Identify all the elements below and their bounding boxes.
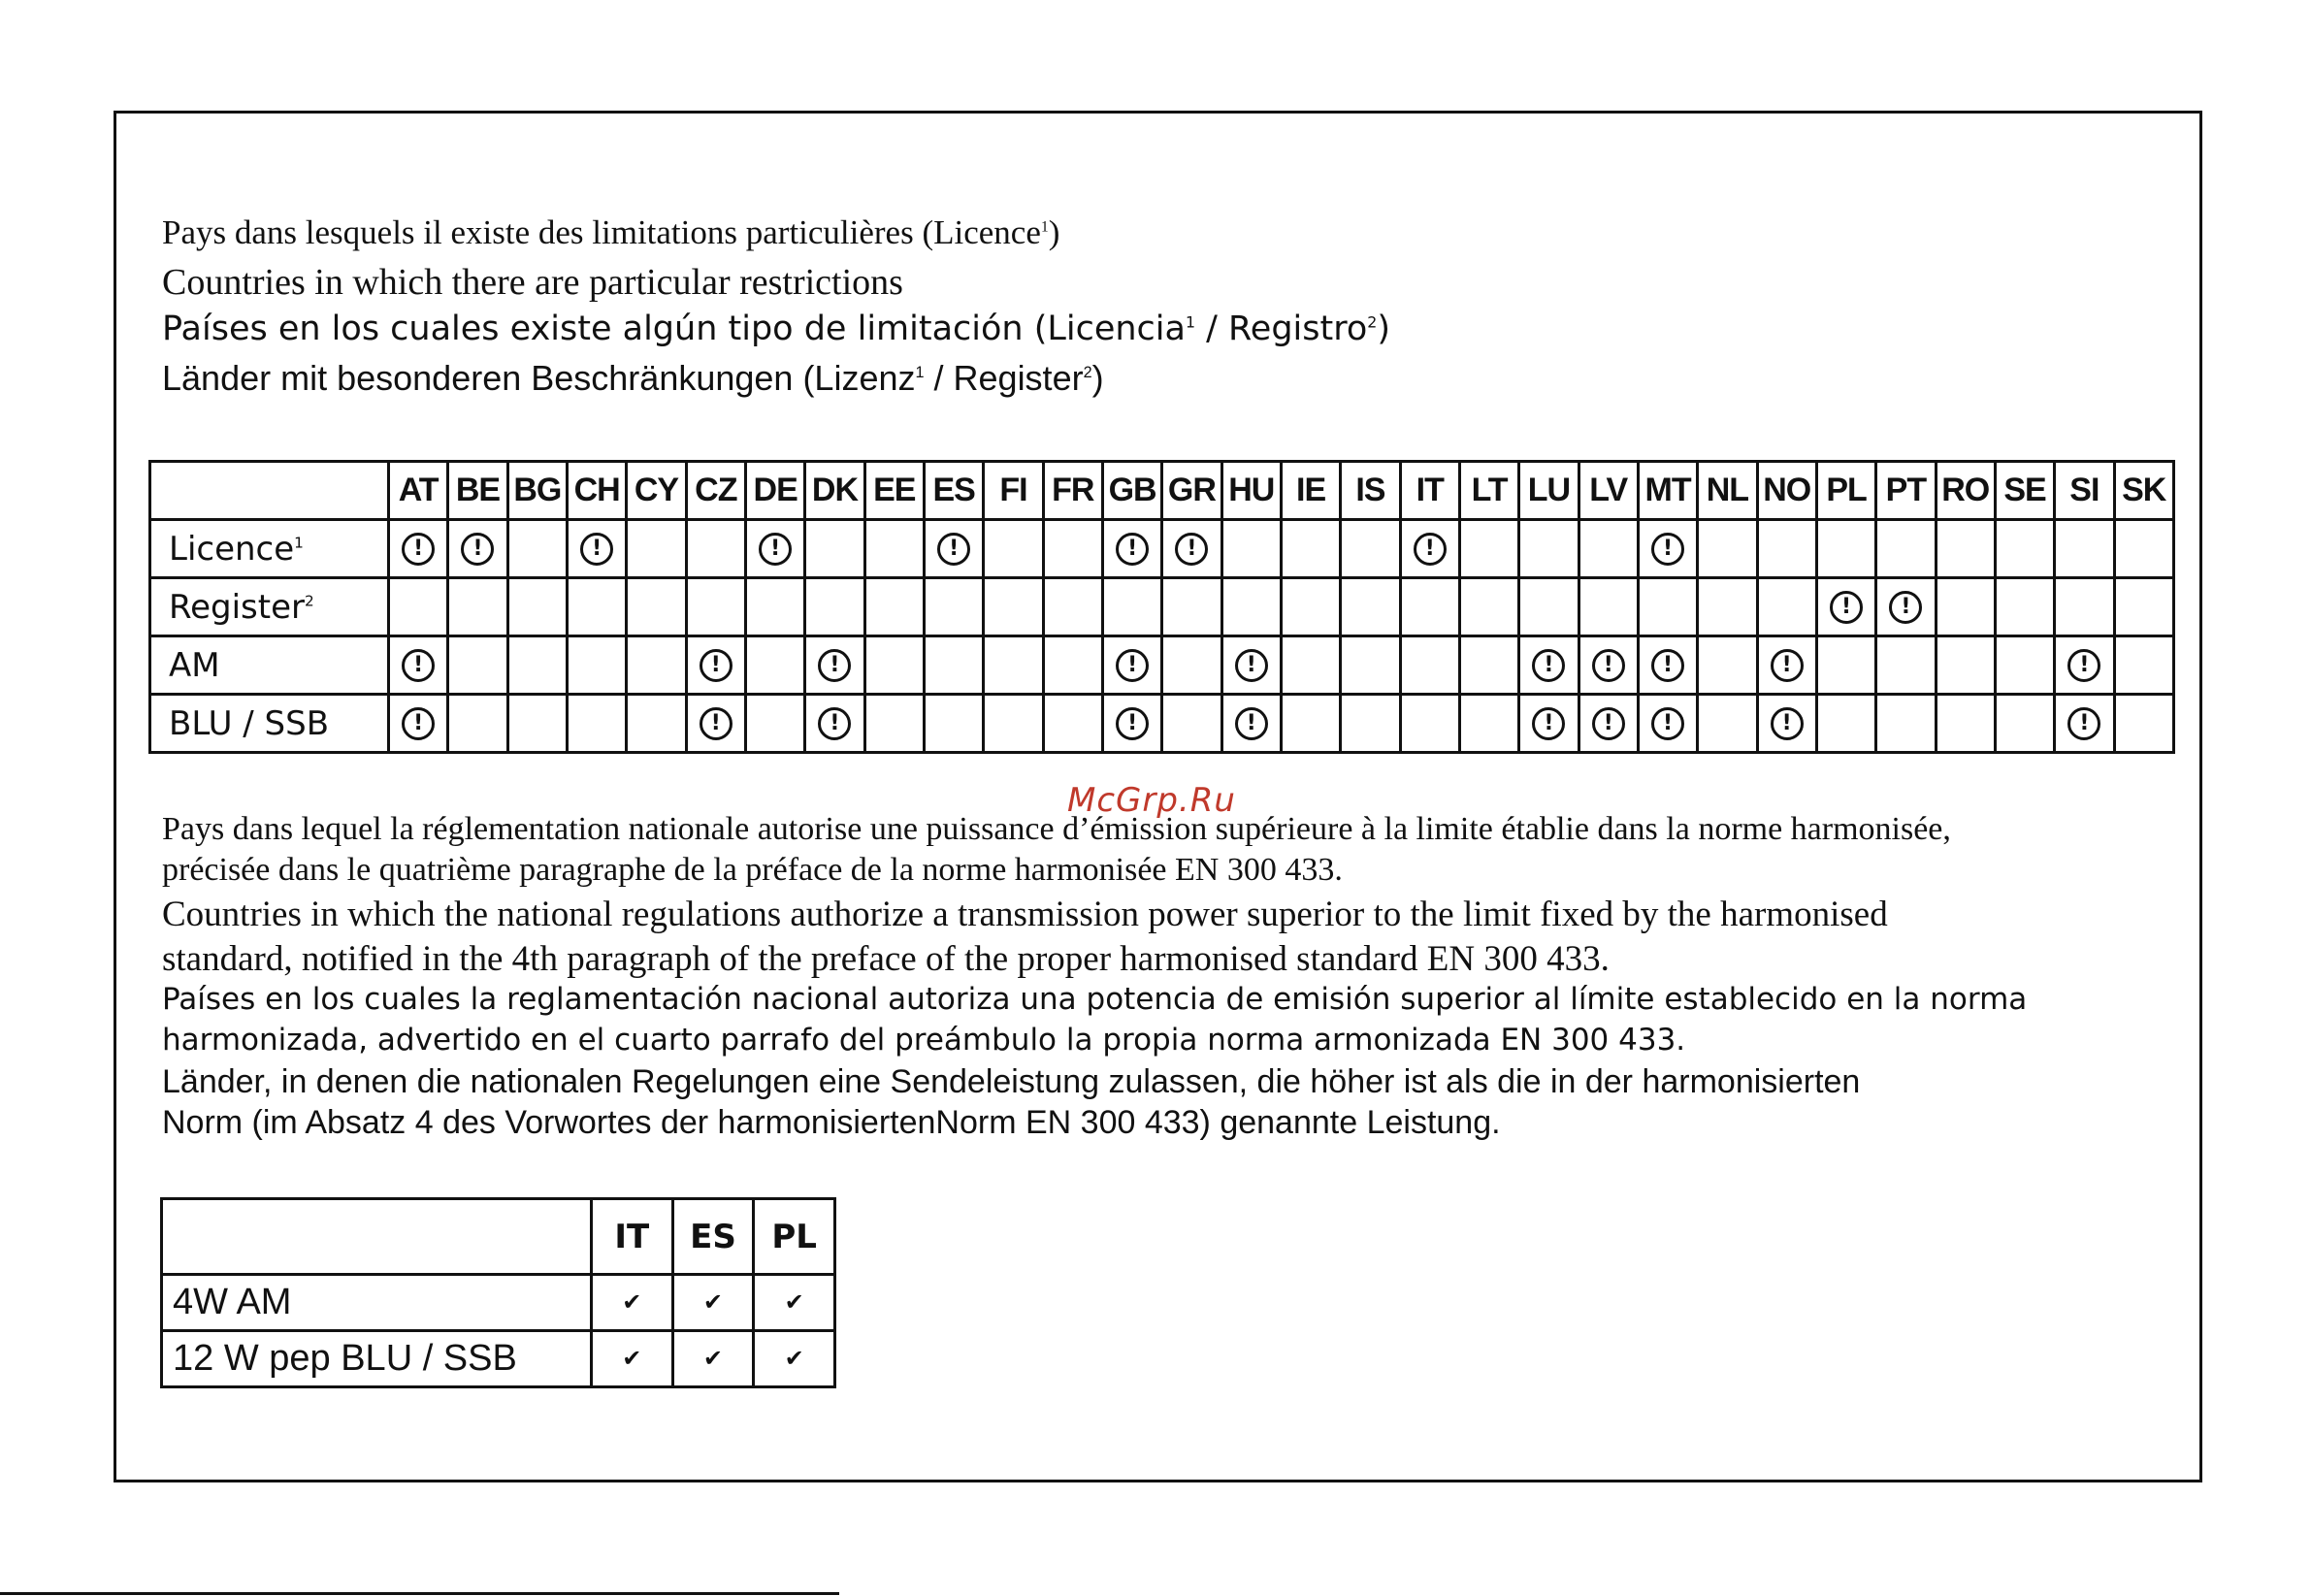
country-header-at: AT [389,462,448,520]
country-header-es: ES [924,462,983,520]
cell-dk [805,520,864,578]
country-header-ro: RO [1936,462,1995,520]
cell-bg [507,520,567,578]
cell-ie [1281,520,1340,578]
exclamation-icon: ! [1235,707,1268,740]
cell-pl [1816,636,1875,695]
cell-es [924,695,983,753]
cell-de [745,578,804,636]
country-header-pt: PT [1876,462,1936,520]
heading-de [162,358,1104,398]
cell-es [924,578,983,636]
exclamation-icon: ! [1116,707,1149,740]
cell-cy [627,520,686,578]
paragraph-en-line2: standard, notified in the 4th paragraph of the preface of the proper harmonised standard EN 300 433. [162,939,1610,979]
cell-no [1757,520,1816,578]
row-label-text: BLU / SSB [169,703,330,743]
country-header-se: SE [1995,462,2054,520]
table-row [162,1275,835,1331]
country-header-bg: BG [507,462,567,520]
footer-rule [0,1592,839,1595]
cell-it [1400,578,1459,636]
cell-fr [1043,578,1102,636]
table-row [150,636,2174,695]
cell-ie [1281,695,1340,753]
table-row [162,1331,835,1387]
table-row [150,695,2174,753]
restrictions-header-row [150,462,2174,520]
cell-ch [567,695,626,753]
exclamation-icon: ! [461,533,494,566]
heading-fr-text: Pays dans lesquels il existe des limitations particulières (Licence [162,213,1041,251]
cell-es [924,520,983,578]
country-header-hu: HU [1221,462,1281,520]
cell-nl [1698,695,1757,753]
cell-lv [1579,520,1638,578]
cell-de [745,636,804,695]
exclamation-icon: ! [1532,707,1565,740]
cell-sk [2114,695,2173,753]
header-corner [162,1199,592,1275]
cell-es [924,636,983,695]
cell-fr [1043,695,1102,753]
cell-pl [1816,695,1875,753]
cell-fi [984,578,1043,636]
cell-ee [864,636,924,695]
checkmark-icon: ✔ [702,1345,724,1372]
cell-hu [1221,636,1281,695]
cell-it [1400,695,1459,753]
exclamation-icon: ! [1651,533,1684,566]
heading-es [162,309,1390,348]
cell-ch [567,636,626,695]
cell-ie [1281,636,1340,695]
cell-es [672,1275,754,1331]
cell-is [1341,578,1400,636]
cell-si [2055,695,2114,753]
exclamation-icon: ! [1771,707,1804,740]
cell-at [389,695,448,753]
cell-no [1757,636,1816,695]
cell-si [2055,520,2114,578]
country-header-mt: MT [1638,462,1697,520]
country-header-gb: GB [1102,462,1161,520]
cell-gr [1162,520,1221,578]
heading-es-text: Países en los cuales existe algún tipo de limitación (Licencia [162,309,1186,348]
cell-hu [1221,578,1281,636]
header-corner [150,462,389,520]
cell-nl [1698,578,1757,636]
heading-es-end: ) [1377,309,1390,348]
cell-sk [2114,520,2173,578]
table-row [150,578,2174,636]
cell-dk [805,636,864,695]
exclamation-icon: ! [700,707,732,740]
country-header-it: IT [1400,462,1459,520]
heading-de-sup1: 1 [915,364,925,381]
cell-gr [1162,578,1221,636]
cell-si [2055,636,2114,695]
exclamation-icon: ! [402,533,435,566]
cell-ch [567,520,626,578]
paragraph-de-line1: Länder, in denen die nationalen Regelungen eine Sendeleistung zulassen, die höher ist als die in der harmonisierten [162,1063,1861,1100]
checkmark-icon: ✔ [784,1288,804,1316]
checkmark-icon: ✔ [622,1288,642,1316]
cell-ro [1936,695,1995,753]
cell-fr [1043,636,1102,695]
row-label-text: Licence [169,529,295,569]
country-header-si: SI [2055,462,2114,520]
heading-es-text2: / Registro [1195,309,1368,348]
cell-mt [1638,636,1697,695]
exclamation-icon: ! [1532,649,1565,682]
row-label-sup: 1 [294,534,304,552]
cell-be [448,695,507,753]
country-header-lu: LU [1519,462,1579,520]
table-row [150,520,2174,578]
cell-ro [1936,520,1995,578]
country-header-be: BE [448,462,507,520]
heading-fr-end: ) [1048,213,1060,251]
cell-gb [1102,578,1161,636]
cell-ro [1936,578,1995,636]
paragraph-en-line1: Countries in which the national regulations authorize a transmission power superior to the limit fixed by the harmonised [162,895,1888,934]
power-header-row [162,1199,835,1275]
cell-hu [1221,695,1281,753]
cell-dk [805,695,864,753]
cell-ee [864,578,924,636]
checkmark-icon: ✔ [784,1345,804,1372]
cell-fi [984,520,1043,578]
country-header-is: IS [1341,462,1400,520]
exclamation-icon: ! [1414,533,1447,566]
cell-si [2055,578,2114,636]
row-label [150,636,389,695]
cell-lv [1579,636,1638,695]
cell-fi [984,636,1043,695]
cell-hu [1221,520,1281,578]
country-header-fr: FR [1043,462,1102,520]
exclamation-icon: ! [1889,591,1922,624]
exclamation-icon: ! [1116,649,1149,682]
cell-pl [754,1331,835,1387]
country-header-lv: LV [1579,462,1638,520]
cell-mt [1638,520,1697,578]
cell-lu [1519,695,1579,753]
cell-bg [507,636,567,695]
cell-lt [1459,695,1518,753]
paragraph-fr-line2: précisée dans le quatrième paragraphe de la préface de la norme harmonisée EN 300 433. [162,852,1343,888]
cell-cy [627,695,686,753]
cell-bg [507,695,567,753]
cell-it [1400,636,1459,695]
cell-ee [864,695,924,753]
cell-lu [1519,520,1579,578]
paragraph-es-line2: harmonizada, advertido en el cuarto parrafo del preámbulo la propia norma armonizada EN 300 433. [162,1023,1686,1058]
heading-fr [162,215,1059,249]
cell-pt [1876,695,1936,753]
row-label-text: Register [169,587,305,627]
watermark: McGrp.Ru [1067,781,1236,820]
country-header-cz: CZ [686,462,745,520]
cell-sk [2114,636,2173,695]
paragraph-de-line2: Norm (im Absatz 4 des Vorwortes der harmonisiertenNorm EN 300 433) genannte Leistung. [162,1104,1501,1141]
cell-ch [567,578,626,636]
cell-de [745,695,804,753]
cell-nl [1698,636,1757,695]
exclamation-icon: ! [1175,533,1208,566]
country-header-gr: GR [1162,462,1221,520]
country-header-lt: LT [1459,462,1518,520]
cell-lv [1579,695,1638,753]
cell-cz [686,578,745,636]
country-header-fi: FI [984,462,1043,520]
cell-at [389,578,448,636]
cell-lt [1459,636,1518,695]
cell-mt [1638,695,1697,753]
cell-gr [1162,695,1221,753]
paragraph-es-line1: Países en los cuales la reglamentación nacional autoriza una potencia de emisión superior al límite establecido en la norma [162,982,2028,1017]
cell-cy [627,578,686,636]
exclamation-icon: ! [1771,649,1804,682]
cell-is [1341,695,1400,753]
heading-de-text2: / Register [924,358,1084,398]
cell-it [592,1331,673,1387]
country-header-cy: CY [627,462,686,520]
cell-is [1341,636,1400,695]
cell-ro [1936,636,1995,695]
exclamation-icon: ! [700,649,732,682]
exclamation-icon: ! [402,649,435,682]
cell-se [1995,636,2054,695]
exclamation-icon: ! [2067,649,2100,682]
country-header-ie: IE [1281,462,1340,520]
cell-no [1757,578,1816,636]
cell-dk [805,578,864,636]
cell-gr [1162,636,1221,695]
cell-es [672,1331,754,1387]
cell-cy [627,636,686,695]
cell-pl [1816,520,1875,578]
row-label-text: AM [169,645,220,685]
cell-lt [1459,520,1518,578]
row-label: 4W AM [162,1275,592,1331]
cell-gb [1102,636,1161,695]
exclamation-icon: ! [818,649,851,682]
checkmark-icon: ✔ [702,1288,724,1316]
cell-be [448,578,507,636]
cell-se [1995,520,2054,578]
cell-gb [1102,520,1161,578]
cell-pt [1876,578,1936,636]
restrictions-table [148,460,2175,754]
cell-lu [1519,636,1579,695]
country-header-dk: DK [805,462,864,520]
exclamation-icon: ! [2067,707,2100,740]
exclamation-icon: ! [1830,591,1863,624]
heading-de-end: ) [1091,358,1104,398]
cell-ee [864,520,924,578]
cell-lv [1579,578,1638,636]
checkmark-icon: ✔ [622,1345,642,1372]
cell-se [1995,578,2054,636]
heading-de-text: Länder mit besonderen Beschränkungen (Lizenz [162,358,916,398]
cell-pt [1876,636,1936,695]
cell-sk [2114,578,2173,636]
row-label [150,520,389,578]
cell-lu [1519,578,1579,636]
exclamation-icon: ! [1116,533,1149,566]
cell-bg [507,578,567,636]
row-label [150,578,389,636]
country-header-sk: SK [2114,462,2173,520]
exclamation-icon: ! [1592,707,1625,740]
cell-gb [1102,695,1161,753]
country-header-de: DE [745,462,804,520]
exclamation-icon: ! [937,533,970,566]
country-header-pl: PL [1816,462,1875,520]
exclamation-icon: ! [818,707,851,740]
row-label-sup: 2 [304,592,314,610]
exclamation-icon: ! [402,707,435,740]
cell-it [592,1275,673,1331]
cell-at [389,520,448,578]
country-header-ch: CH [567,462,626,520]
heading-en: Countries in which there are particular restrictions [162,262,903,303]
exclamation-icon: ! [759,533,792,566]
cell-nl [1698,520,1757,578]
exclamation-icon: ! [1651,707,1684,740]
cell-se [1995,695,2054,753]
country-header-no: NO [1757,462,1816,520]
country-header-es: ES [672,1199,754,1275]
exclamation-icon: ! [1651,649,1684,682]
cell-pl [754,1275,835,1331]
cell-be [448,520,507,578]
power-table [160,1197,836,1388]
heading-fr-sup: 1 [1040,218,1049,236]
cell-at [389,636,448,695]
exclamation-icon: ! [580,533,613,566]
country-header-nl: NL [1698,462,1757,520]
heading-de-sup2: 2 [1083,364,1092,381]
cell-cz [686,695,745,753]
country-header-it: IT [592,1199,673,1275]
heading-es-sup2: 2 [1367,312,1378,332]
cell-pt [1876,520,1936,578]
cell-mt [1638,578,1697,636]
cell-no [1757,695,1816,753]
heading-es-sup1: 1 [1185,312,1196,332]
cell-fr [1043,520,1102,578]
row-label: 12 W pep BLU / SSB [162,1331,592,1387]
cell-pl [1816,578,1875,636]
cell-ie [1281,578,1340,636]
row-label [150,695,389,753]
paragraph-fr-line1: Pays dans lequel la réglementation nationale autorise une puissance d’émission supérieure à la limite établie dans la norme harmonisée, [162,811,1951,847]
cell-de [745,520,804,578]
cell-cz [686,520,745,578]
country-header-ee: EE [864,462,924,520]
cell-lt [1459,578,1518,636]
cell-cz [686,636,745,695]
cell-fi [984,695,1043,753]
cell-be [448,636,507,695]
cell-it [1400,520,1459,578]
country-header-pl: PL [754,1199,835,1275]
cell-is [1341,520,1400,578]
exclamation-icon: ! [1592,649,1625,682]
exclamation-icon: ! [1235,649,1268,682]
